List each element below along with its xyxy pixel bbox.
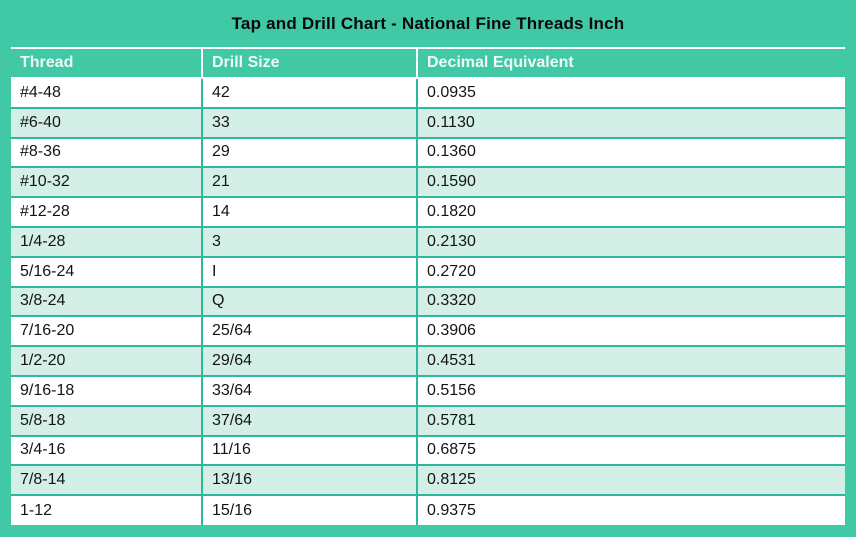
table-row <box>11 257 845 287</box>
cell-thread: #4-48 <box>11 78 202 108</box>
cell-thread: 7/16-20 <box>11 316 202 346</box>
cell-decimal-equivalent: 0.6875 <box>417 436 845 466</box>
cell-thread: 1-12 <box>20 501 53 519</box>
cell-drill-size: 37/64 <box>202 406 417 436</box>
cell-decimal-equivalent: 0.1130 <box>417 108 845 138</box>
cell-drill-size: 42 <box>202 78 417 108</box>
cell-decimal-equivalent: 0.9375 <box>417 495 845 525</box>
cell-decimal-equivalent: 0.0935 <box>417 78 845 108</box>
cell-decimal-equivalent: 0.8125 <box>417 465 845 495</box>
column-header-thread: Thread <box>11 48 202 78</box>
cell-decimal-equivalent: 0.1360 <box>417 138 845 168</box>
cell-thread: #10-32 <box>11 167 202 197</box>
cell-decimal-equivalent: 0.5156 <box>417 376 845 406</box>
table-row <box>11 78 845 108</box>
cell-thread: 5/8-18 <box>11 406 202 436</box>
cell-thread: 5/16-24 <box>11 257 202 287</box>
cell-drill-size: 14 <box>202 197 417 227</box>
column-header-drill-size: Drill Size <box>202 48 417 78</box>
cell-drill-size: 3 <box>202 227 417 257</box>
cell-decimal-equivalent: 0.3906 <box>417 316 845 346</box>
table-row <box>11 406 845 436</box>
table-row <box>11 376 845 406</box>
cell-decimal-equivalent: 0.5781 <box>417 406 845 436</box>
title-bar <box>11 0 845 47</box>
table-row <box>11 227 845 257</box>
cell-drill-size: 15/16 <box>202 495 417 525</box>
cell-thread: #8-36 <box>11 138 202 168</box>
cell-thread: #6-40 <box>11 108 202 138</box>
table-row <box>11 167 845 197</box>
cell-drill-size: 25/64 <box>202 316 417 346</box>
table-row <box>11 465 845 495</box>
cell-drill-size: 29 <box>202 138 417 168</box>
cell-drill-size: 29/64 <box>202 346 417 376</box>
table-row <box>11 108 845 138</box>
cell-decimal-equivalent: 0.3320 <box>417 287 845 317</box>
cell-thread: 3/8-24 <box>11 287 202 317</box>
table-row <box>11 346 845 376</box>
cell-drill-size: 33 <box>202 108 417 138</box>
cell-drill-size: I <box>202 257 417 287</box>
table-row <box>11 138 845 168</box>
cell-drill-size: 21 <box>202 167 417 197</box>
cell-drill-size: 11/16 <box>202 436 417 466</box>
table-row <box>11 436 845 466</box>
table-body <box>11 78 845 525</box>
cell-thread: 3/4-16 <box>11 436 202 466</box>
cell-thread: 9/16-18 <box>11 376 202 406</box>
table-row <box>11 287 845 317</box>
table-row <box>11 495 845 525</box>
cell-decimal-equivalent: 0.4531 <box>417 346 845 376</box>
cell-thread: #12-28 <box>11 197 202 227</box>
tap-drill-table <box>11 47 845 525</box>
page-title: Tap and Drill Chart - National Fine Threads Inch <box>231 13 625 33</box>
cell-thread: 1/4-28 <box>11 227 202 257</box>
header-row <box>11 48 845 78</box>
cell-decimal-equivalent: 0.2720 <box>417 257 845 287</box>
cell-thread: 1/2-20 <box>11 346 202 376</box>
cell-drill-size: 33/64 <box>202 376 417 406</box>
table-header <box>11 48 845 78</box>
cell-drill-size: Q <box>202 287 417 317</box>
cell-thread: 7/8-14 <box>11 465 202 495</box>
table-row <box>11 316 845 346</box>
column-header-decimal-equivalent: Decimal Equivalent <box>417 48 845 78</box>
cell-decimal-equivalent: 0.1820 <box>417 197 845 227</box>
table-row <box>11 197 845 227</box>
cell-decimal-equivalent: 0.1590 <box>417 167 845 197</box>
cell-decimal-equivalent: 0.2130 <box>417 227 845 257</box>
cell-drill-size: 13/16 <box>202 465 417 495</box>
